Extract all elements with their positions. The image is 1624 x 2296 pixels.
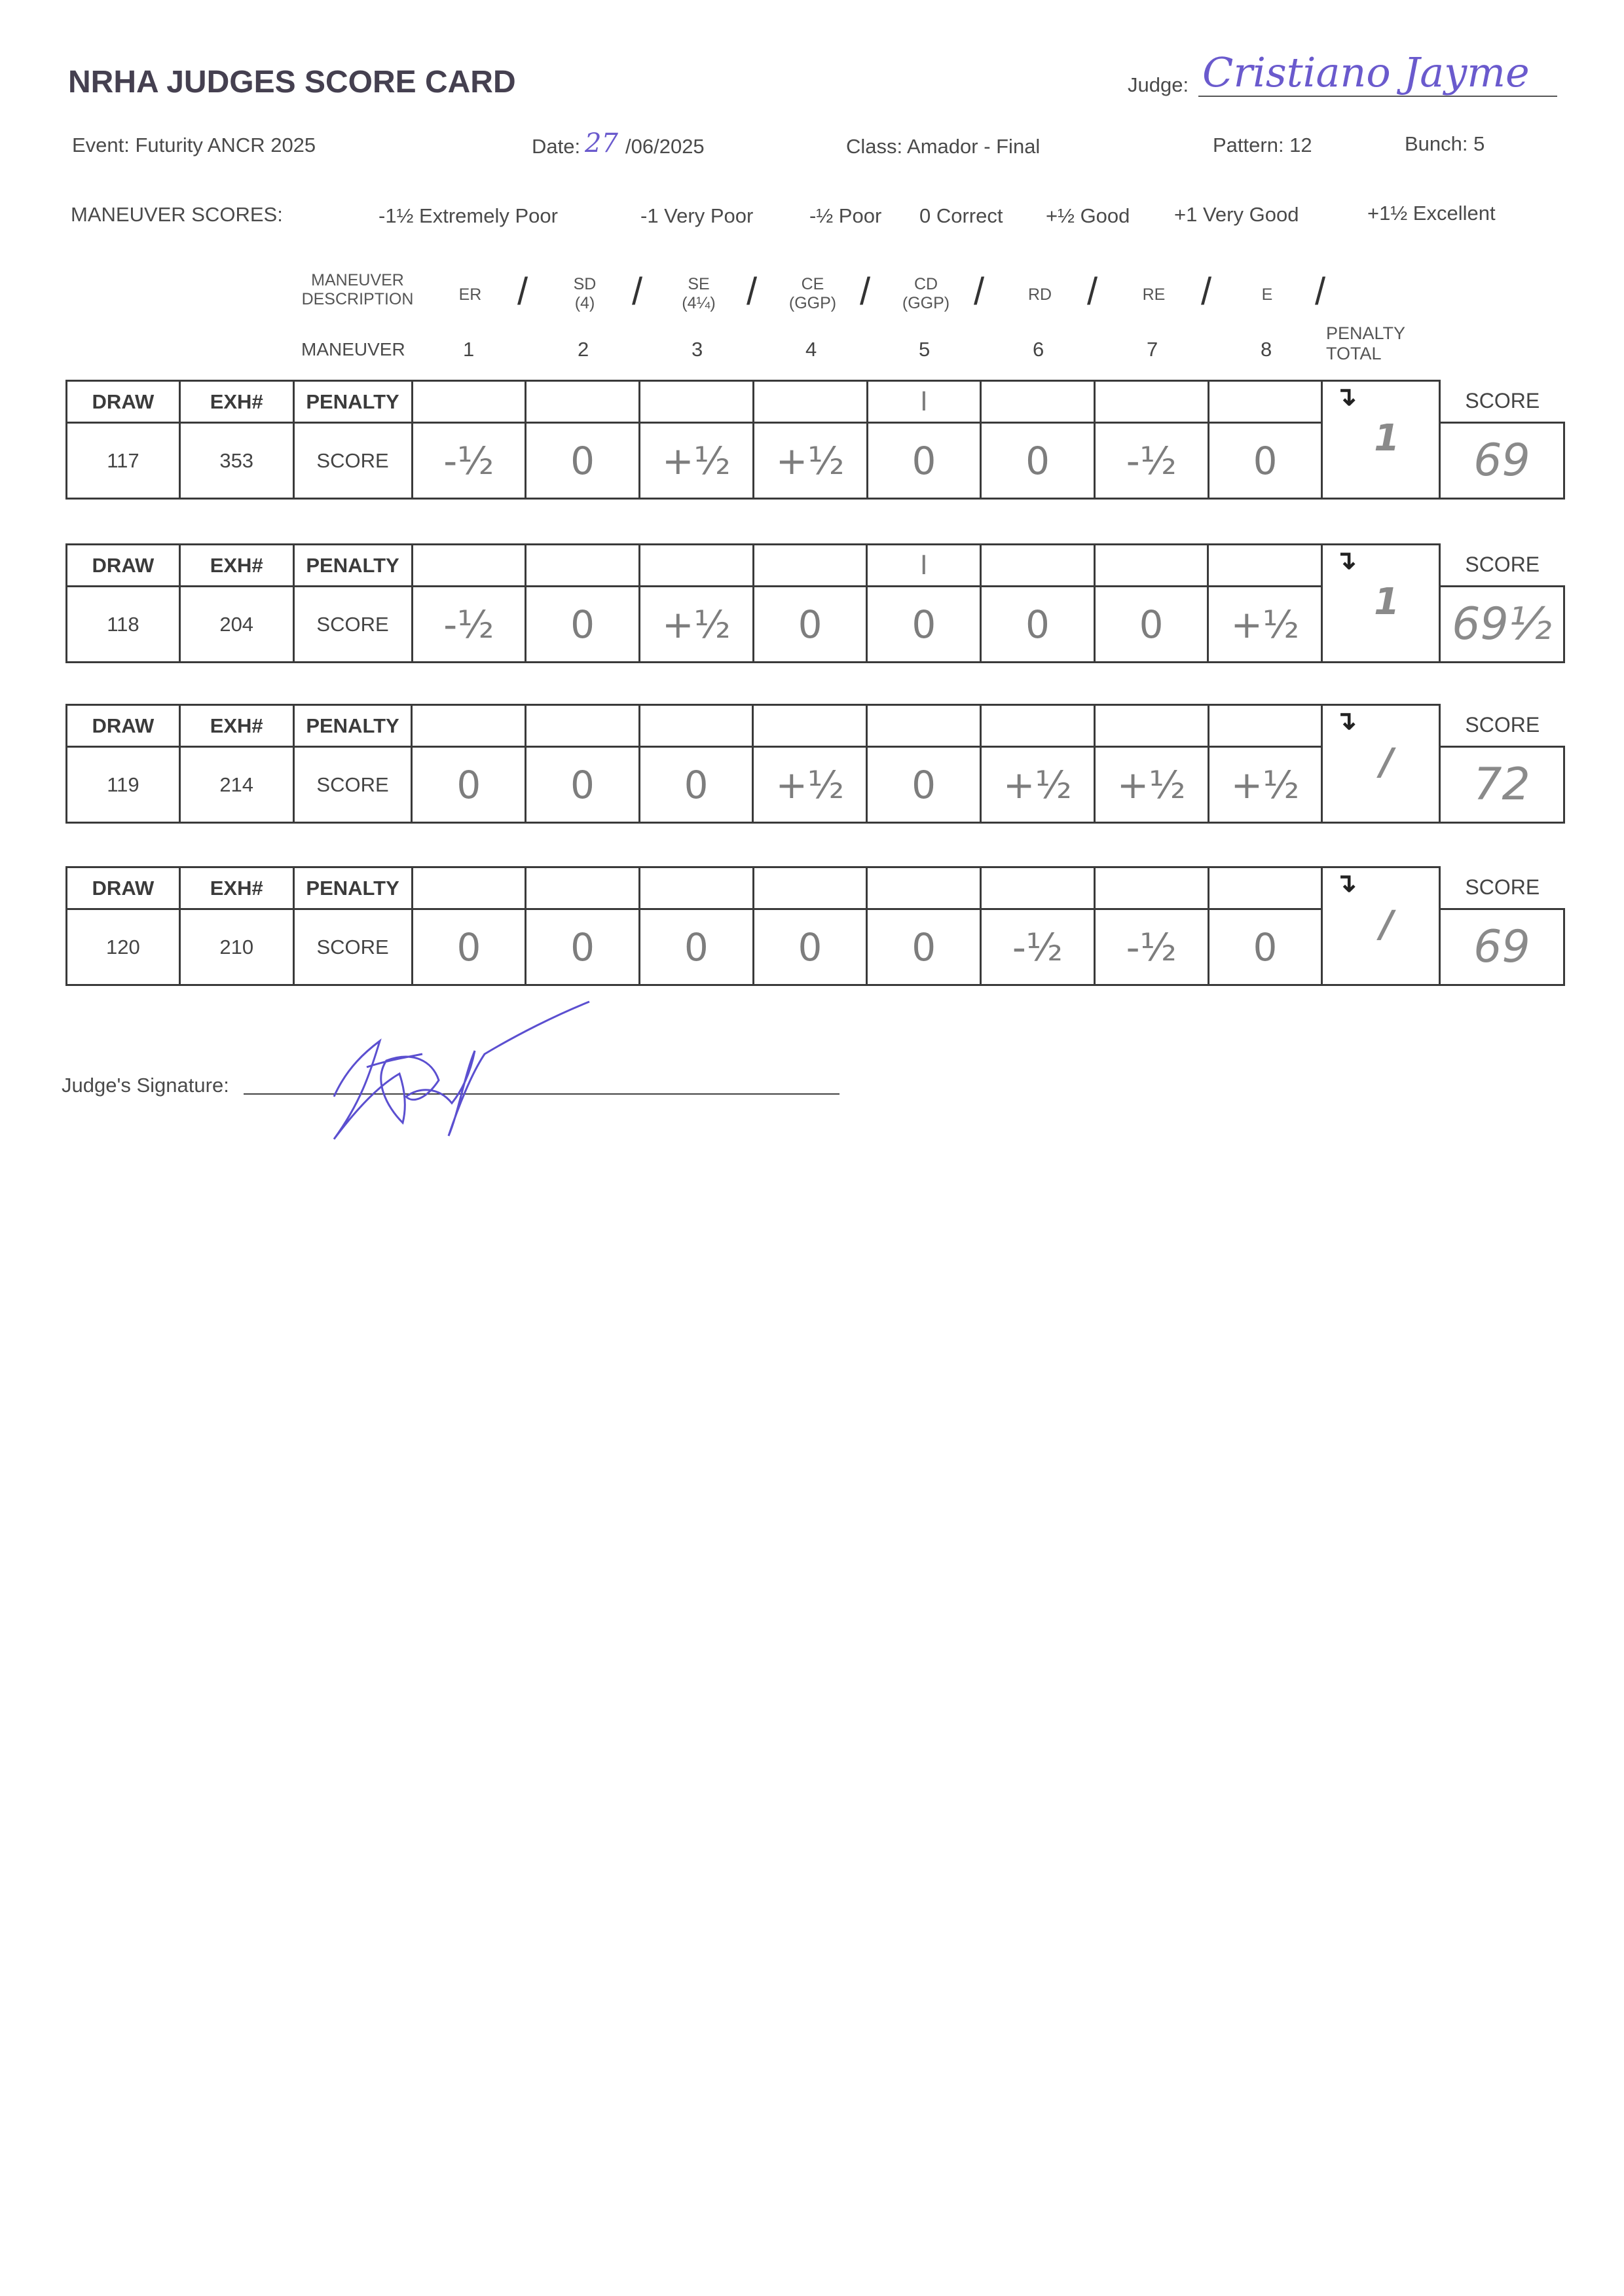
maneuver-score-cell[interactable]: 0: [753, 909, 867, 985]
event-field: Event: Futurity ANCR 2025: [72, 134, 316, 156]
score-row-label: SCORE: [293, 423, 412, 499]
maneuver-number: 2: [578, 338, 589, 361]
penalty-cell[interactable]: [1208, 545, 1322, 587]
penalty-total-cell[interactable]: [1322, 705, 1440, 823]
date-label: Date:: [532, 135, 581, 158]
penalty-cell[interactable]: [1208, 705, 1322, 747]
maneuver-number: 6: [1033, 338, 1044, 361]
maneuver-score-cell[interactable]: 0: [867, 909, 981, 985]
total-score[interactable]: 72: [1440, 747, 1564, 823]
penalty-cell[interactable]: [981, 381, 1095, 423]
maneuver-score-cell[interactable]: +½: [753, 423, 867, 499]
separator-slash: /: [517, 270, 528, 313]
penalty-cell[interactable]: [981, 867, 1095, 909]
penalty-cell[interactable]: [1094, 381, 1208, 423]
score-header: SCORE: [1440, 705, 1564, 747]
maneuver-number: 8: [1261, 338, 1272, 361]
arrow-icon: ↴: [1335, 382, 1357, 411]
penalty-header: PENALTY: [293, 545, 412, 587]
maneuver-score-cell[interactable]: -½: [1094, 909, 1208, 985]
penalty-header: PENALTY: [293, 867, 412, 909]
exh-header: EXH#: [179, 867, 293, 909]
judge-line: [1198, 96, 1557, 97]
total-score[interactable]: 69: [1440, 909, 1564, 985]
legend-item: -½ Poor: [809, 204, 882, 227]
total-score[interactable]: 69½: [1439, 587, 1564, 663]
score-table: [65, 380, 1565, 500]
maneuver-score-cell[interactable]: 0: [412, 747, 526, 823]
maneuver-score-cell[interactable]: 0: [1208, 423, 1322, 499]
legend-item: -1 Very Poor: [640, 204, 754, 227]
penalty-cell[interactable]: [526, 705, 640, 747]
signature-label: Judge's Signature:: [62, 1074, 229, 1097]
maneuver-score-cell[interactable]: 0: [412, 909, 526, 985]
maneuver-number: 4: [805, 338, 817, 361]
maneuver-score-cell[interactable]: +½: [753, 747, 867, 823]
penalty-header: PENALTY: [293, 705, 412, 747]
maneuver-score-cell[interactable]: +½: [1094, 747, 1208, 823]
separator-slash: /: [1201, 270, 1212, 313]
maneuver-score-cell[interactable]: -½: [1094, 423, 1208, 499]
legend-item: +½ Good: [1046, 204, 1130, 227]
arrow-icon: ↴: [1335, 546, 1357, 575]
score-table: [65, 543, 1565, 663]
pattern-field: Pattern: 12: [1213, 134, 1312, 156]
maneuver-code: E: [1261, 285, 1273, 304]
penalty-cell[interactable]: [1094, 705, 1208, 747]
separator-slash: /: [974, 270, 985, 313]
penalty-total-cell[interactable]: [1322, 381, 1440, 499]
maneuver-label: MANEUVER: [301, 339, 405, 359]
judge-label: Judge:: [1128, 73, 1189, 96]
date-rest: /06/2025: [625, 135, 705, 158]
maneuver-score-cell[interactable]: -½: [412, 423, 526, 499]
penalty-cell[interactable]: I: [867, 545, 981, 587]
penalty-cell[interactable]: [753, 867, 867, 909]
legend-item: +1½ Excellent: [1367, 202, 1496, 225]
penalty-cell[interactable]: [1094, 545, 1208, 587]
penalty-cell[interactable]: [639, 545, 753, 587]
score-row-label: SCORE: [293, 909, 412, 985]
maneuver-score-cell[interactable]: 0: [867, 747, 981, 823]
exh-number: 353: [179, 423, 293, 499]
draw-header: DRAW: [67, 705, 180, 747]
exh-number: 214: [179, 747, 293, 823]
legend-item: 0 Correct: [919, 204, 1003, 227]
penalty-cell[interactable]: [526, 545, 640, 587]
penalty-cell[interactable]: I: [867, 381, 981, 423]
penalty-cell[interactable]: [753, 381, 867, 423]
score-header: SCORE: [1439, 545, 1564, 587]
penalty-cell[interactable]: [526, 381, 640, 423]
penalty-total-value: 1: [1374, 417, 1400, 460]
maneuver-score-cell[interactable]: +½: [980, 747, 1094, 823]
maneuver-score-cell[interactable]: +½: [1208, 587, 1322, 663]
penalty-cell[interactable]: [1208, 867, 1322, 909]
maneuver-code: SE (4¼): [682, 275, 716, 312]
draw-number: 117: [67, 423, 180, 499]
maneuver-score-cell[interactable]: 0: [753, 587, 867, 663]
judge-signature: [308, 989, 596, 1152]
maneuver-score-cell[interactable]: 0: [526, 587, 640, 663]
maneuver-number: 7: [1147, 338, 1158, 361]
maneuver-code: CD (GGP): [902, 275, 950, 312]
draw-number: 118: [67, 587, 180, 663]
penalty-total-value: /: [1380, 741, 1393, 784]
penalty-total-cell[interactable]: [1322, 867, 1440, 985]
draw-number: 120: [67, 909, 180, 985]
maneuver-score-cell[interactable]: 0: [526, 747, 640, 823]
draw-header: DRAW: [67, 545, 180, 587]
maneuver-code: ER: [458, 285, 482, 304]
penalty-cell[interactable]: [412, 705, 526, 747]
draw-number: 119: [67, 747, 180, 823]
penalty-cell[interactable]: [1094, 867, 1208, 909]
penalty-cell[interactable]: [639, 381, 753, 423]
penalty-total-cell[interactable]: [1322, 545, 1440, 663]
penalty-cell[interactable]: [526, 867, 640, 909]
exh-header: EXH#: [179, 705, 293, 747]
penalty-cell[interactable]: [1208, 381, 1322, 423]
maneuver-description-label: MANEUVER DESCRIPTION: [301, 271, 414, 308]
score-header: SCORE: [1440, 867, 1564, 909]
maneuver-score-cell[interactable]: 0: [867, 423, 981, 499]
maneuver-score-cell[interactable]: 0: [639, 909, 753, 985]
separator-slash: /: [860, 270, 871, 313]
bunch-field: Bunch: 5: [1405, 132, 1485, 155]
date-day: 27: [585, 128, 618, 158]
exh-number: 204: [179, 587, 293, 663]
maneuver-code: CE (GGP): [788, 275, 837, 312]
maneuver-score-cell[interactable]: 0: [867, 587, 981, 663]
score-row-label: SCORE: [293, 587, 412, 663]
legend-item: +1 Very Good: [1174, 203, 1299, 226]
class-field: Class: Amador - Final: [846, 135, 1041, 158]
maneuver-score-cell[interactable]: 0: [526, 423, 640, 499]
penalty-total-value: 1: [1374, 581, 1400, 623]
separator-slash: /: [747, 270, 758, 313]
separator-slash: /: [1087, 270, 1098, 313]
exh-header: EXH#: [179, 545, 293, 587]
penalty-header: PENALTY: [293, 381, 412, 423]
maneuver-score-cell[interactable]: 0: [1094, 587, 1208, 663]
penalty-cell[interactable]: [639, 867, 753, 909]
maneuver-score-cell[interactable]: 0: [1208, 909, 1322, 985]
penalty-total-value: /: [1380, 903, 1393, 946]
draw-header: DRAW: [67, 381, 180, 423]
penalty-cell[interactable]: [753, 705, 867, 747]
score-header: SCORE: [1440, 381, 1564, 423]
penalty-cell[interactable]: [867, 867, 981, 909]
legend-item: -1½ Extremely Poor: [378, 204, 558, 227]
penalty-cell[interactable]: [412, 867, 526, 909]
score-table: [65, 866, 1565, 986]
maneuver-code: RE: [1142, 285, 1166, 304]
exh-number: 210: [179, 909, 293, 985]
penalty-cell[interactable]: [980, 705, 1094, 747]
arrow-icon: ↴: [1335, 706, 1357, 735]
maneuver-score-cell[interactable]: +½: [639, 587, 753, 663]
penalty-cell[interactable]: [753, 545, 867, 587]
exh-header: EXH#: [179, 381, 293, 423]
maneuver-number: 3: [692, 338, 703, 361]
maneuver-code: SD (4): [573, 275, 597, 312]
maneuver-score-cell[interactable]: +½: [639, 423, 753, 499]
draw-header: DRAW: [67, 867, 180, 909]
arrow-icon: ↴: [1335, 869, 1357, 898]
maneuver-score-cell[interactable]: 0: [639, 747, 753, 823]
maneuver-score-cell[interactable]: +½: [1208, 747, 1322, 823]
penalty-total-label: PENALTY TOTAL: [1326, 323, 1406, 364]
score-table: [65, 704, 1565, 824]
maneuver-score-cell[interactable]: 0: [981, 423, 1095, 499]
maneuver-score-cell[interactable]: 0: [526, 909, 640, 985]
page-title: NRHA JUDGES SCORE CARD: [68, 65, 516, 100]
penalty-cell[interactable]: [639, 705, 753, 747]
separator-slash: /: [1315, 270, 1326, 313]
maneuver-code: RD: [1027, 285, 1052, 304]
maneuver-score-cell[interactable]: 0: [981, 587, 1095, 663]
penalty-cell[interactable]: [981, 545, 1095, 587]
separator-slash: /: [632, 270, 643, 313]
total-score[interactable]: 69: [1440, 423, 1564, 499]
penalty-cell[interactable]: [412, 545, 526, 587]
penalty-cell[interactable]: [412, 381, 526, 423]
maneuver-number: 1: [463, 338, 475, 361]
maneuver-score-cell[interactable]: -½: [412, 587, 526, 663]
maneuver-score-cell[interactable]: -½: [981, 909, 1095, 985]
score-row-label: SCORE: [293, 747, 412, 823]
legend-label: MANEUVER SCORES:: [71, 203, 283, 226]
penalty-cell[interactable]: [867, 705, 981, 747]
maneuver-number: 5: [919, 338, 931, 361]
judge-name: Cristiano Jayme: [1202, 48, 1530, 96]
